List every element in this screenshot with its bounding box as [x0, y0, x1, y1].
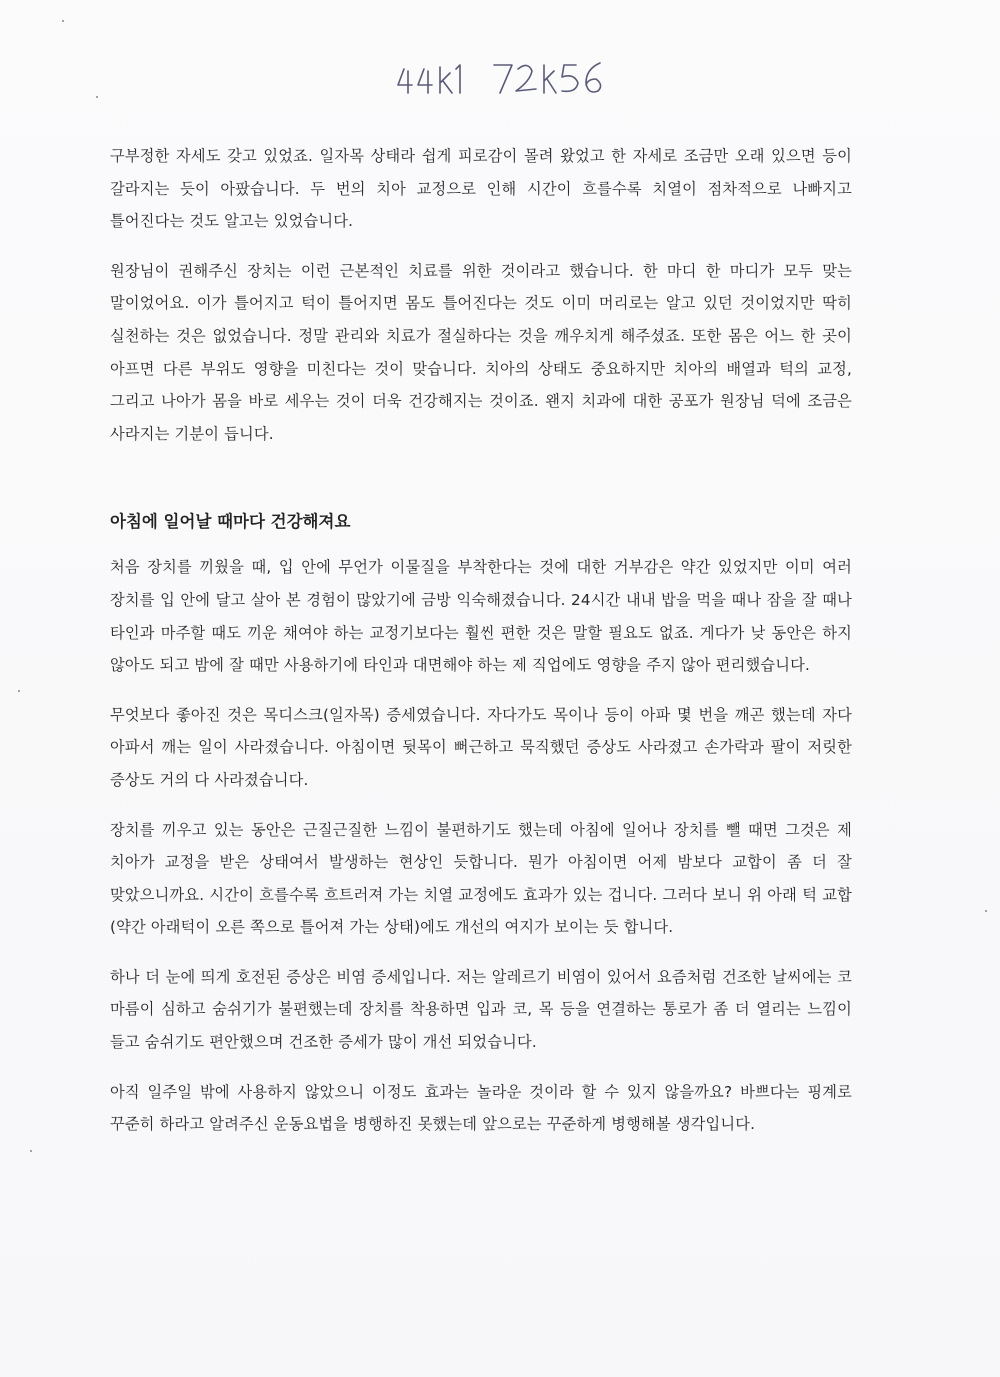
scan-speck — [18, 690, 20, 692]
scan-speck — [96, 96, 98, 98]
handwritten-note-scribble — [396, 55, 616, 103]
paragraph: 무엇보다 좋아진 것은 목디스크(일자목) 증세였습니다. 자다가도 목이나 등이 아파 몇 번을 깨곤 했는데 자다 아파서 깨는 일이 사라졌습니다. 아침이면 뒷목이 뻐근하고 묵직했던 증상도 사라졌고 손가락과 팔이 저릿한 증상도 거의 다 사라졌습니다. — [110, 705, 852, 789]
scan-speck — [30, 1150, 32, 1152]
paragraph: 하나 더 눈에 띄게 호전된 증상은 비염 증세입니다. 저는 알레르기 비염이 있어서 요즘처럼 건조한 날씨에는 코 마름이 심하고 숨쉬기가 불편했는데 장치를 착용하면 입과 코, 목 등을 연결하는 통로가 좀 더 열리는 느낌이 들고 숨쉬기도 편안했으며 건조한 증세가 많이 개선 되었습니다. — [110, 967, 852, 1052]
document-body — [110, 140, 852, 1158]
section-heading: 아침에 일어날 때마다 건강해져요 — [110, 512, 351, 532]
paragraph: 구부정한 자세도 갖고 있었죠. 일자목 상태라 쉽게 피로감이 몰려 왔었고 한 자세로 조금만 오래 있으면 등이 갈라지는 듯이 아팠습니다. 두 번의 치아 교정으로 인해 시간이 흐를수록 치열이 점차적으로 나빠지고 틀어진다는 것도 알고는 있었습니다. — [110, 147, 852, 231]
scan-speck — [62, 20, 64, 22]
handwritten-note — [396, 55, 616, 103]
scan-speck — [985, 910, 987, 912]
paragraph: 원장님이 권해주신 장치는 이런 근본적인 치료를 위한 것이라고 했습니다. 한 마디 한 마디가 모두 맞는 말이었어요. 이가 틀어지고 턱이 틀어지면 몸도 틀어진다는 것도 이미 머리로는 알고 있던 것이었지만 딱히 실천하는 것은 없었습니다. 정말 관리와 치료가 절실하다는 것을 깨우치게 해주셨죠. 또한 몸은 어느 한 곳이 아프면 다른 부위도 영향을 미친다는 것이 맞습니다. 치아의 상태도 중요하지만 치아의 배열과 턱의 교정, 그리고 나아가 몸을 바로 세우는 것이 더욱 건강해지는 것이죠. 왠지 치과에 대한 공포가 원장님 덕에 조금은 사라지는 기분이 듭니다. — [110, 261, 852, 443]
paragraph: 처음 장치를 끼웠을 때, 입 안에 무언가 이물질을 부착한다는 것에 대한 거부감은 약간 있었지만 이미 여러 장치를 입 안에 달고 살아 본 경험이 많았기에 금방 익숙해졌습니다. 24시간 내내 밥을 먹을 때나 잠을 잘 때나 타인과 마주할 때도 끼운 채여야 하는 교정기보다는 훨씬 편한 것은 말할 필요도 없죠. 게다가 낮 동안은 하지 않아도 되고 밤에 잘 때만 사용하기에 타인과 대면해야 하는 제 직업에도 영향을 주지 않아 편리했습니다. — [110, 558, 852, 675]
paragraph: 장치를 끼우고 있는 동안은 근질근질한 느낌이 불편하기도 했는데 아침에 일어나 장치를 뺄 때면 그것은 제 치아가 교정을 받은 상태여서 발생하는 현상인 듯합니다. 뭔가 아침이면 어제 밤보다 교합이 좀 더 잘 맞았으니까요. 시간이 흐를수록 흐트러져 가는 치열 교정에도 효과가 있는 겁니다. 그러다 보니 위 아래 턱 교합(약간 아래턱이 오른 쪽으로 틀어져 가는 상태)에도 개선의 여지가 보이는 듯 합니다. — [110, 820, 852, 937]
paragraph: 아직 일주일 밖에 사용하지 않았으니 이정도 효과는 놀라운 것이라 할 수 있지 않을까요? 바쁘다는 핑계로 꾸준히 하라고 알려주신 운동요법을 병행하진 못했는데 앞으로는 꾸준하게 병행해볼 생각입니다. — [110, 1082, 852, 1134]
